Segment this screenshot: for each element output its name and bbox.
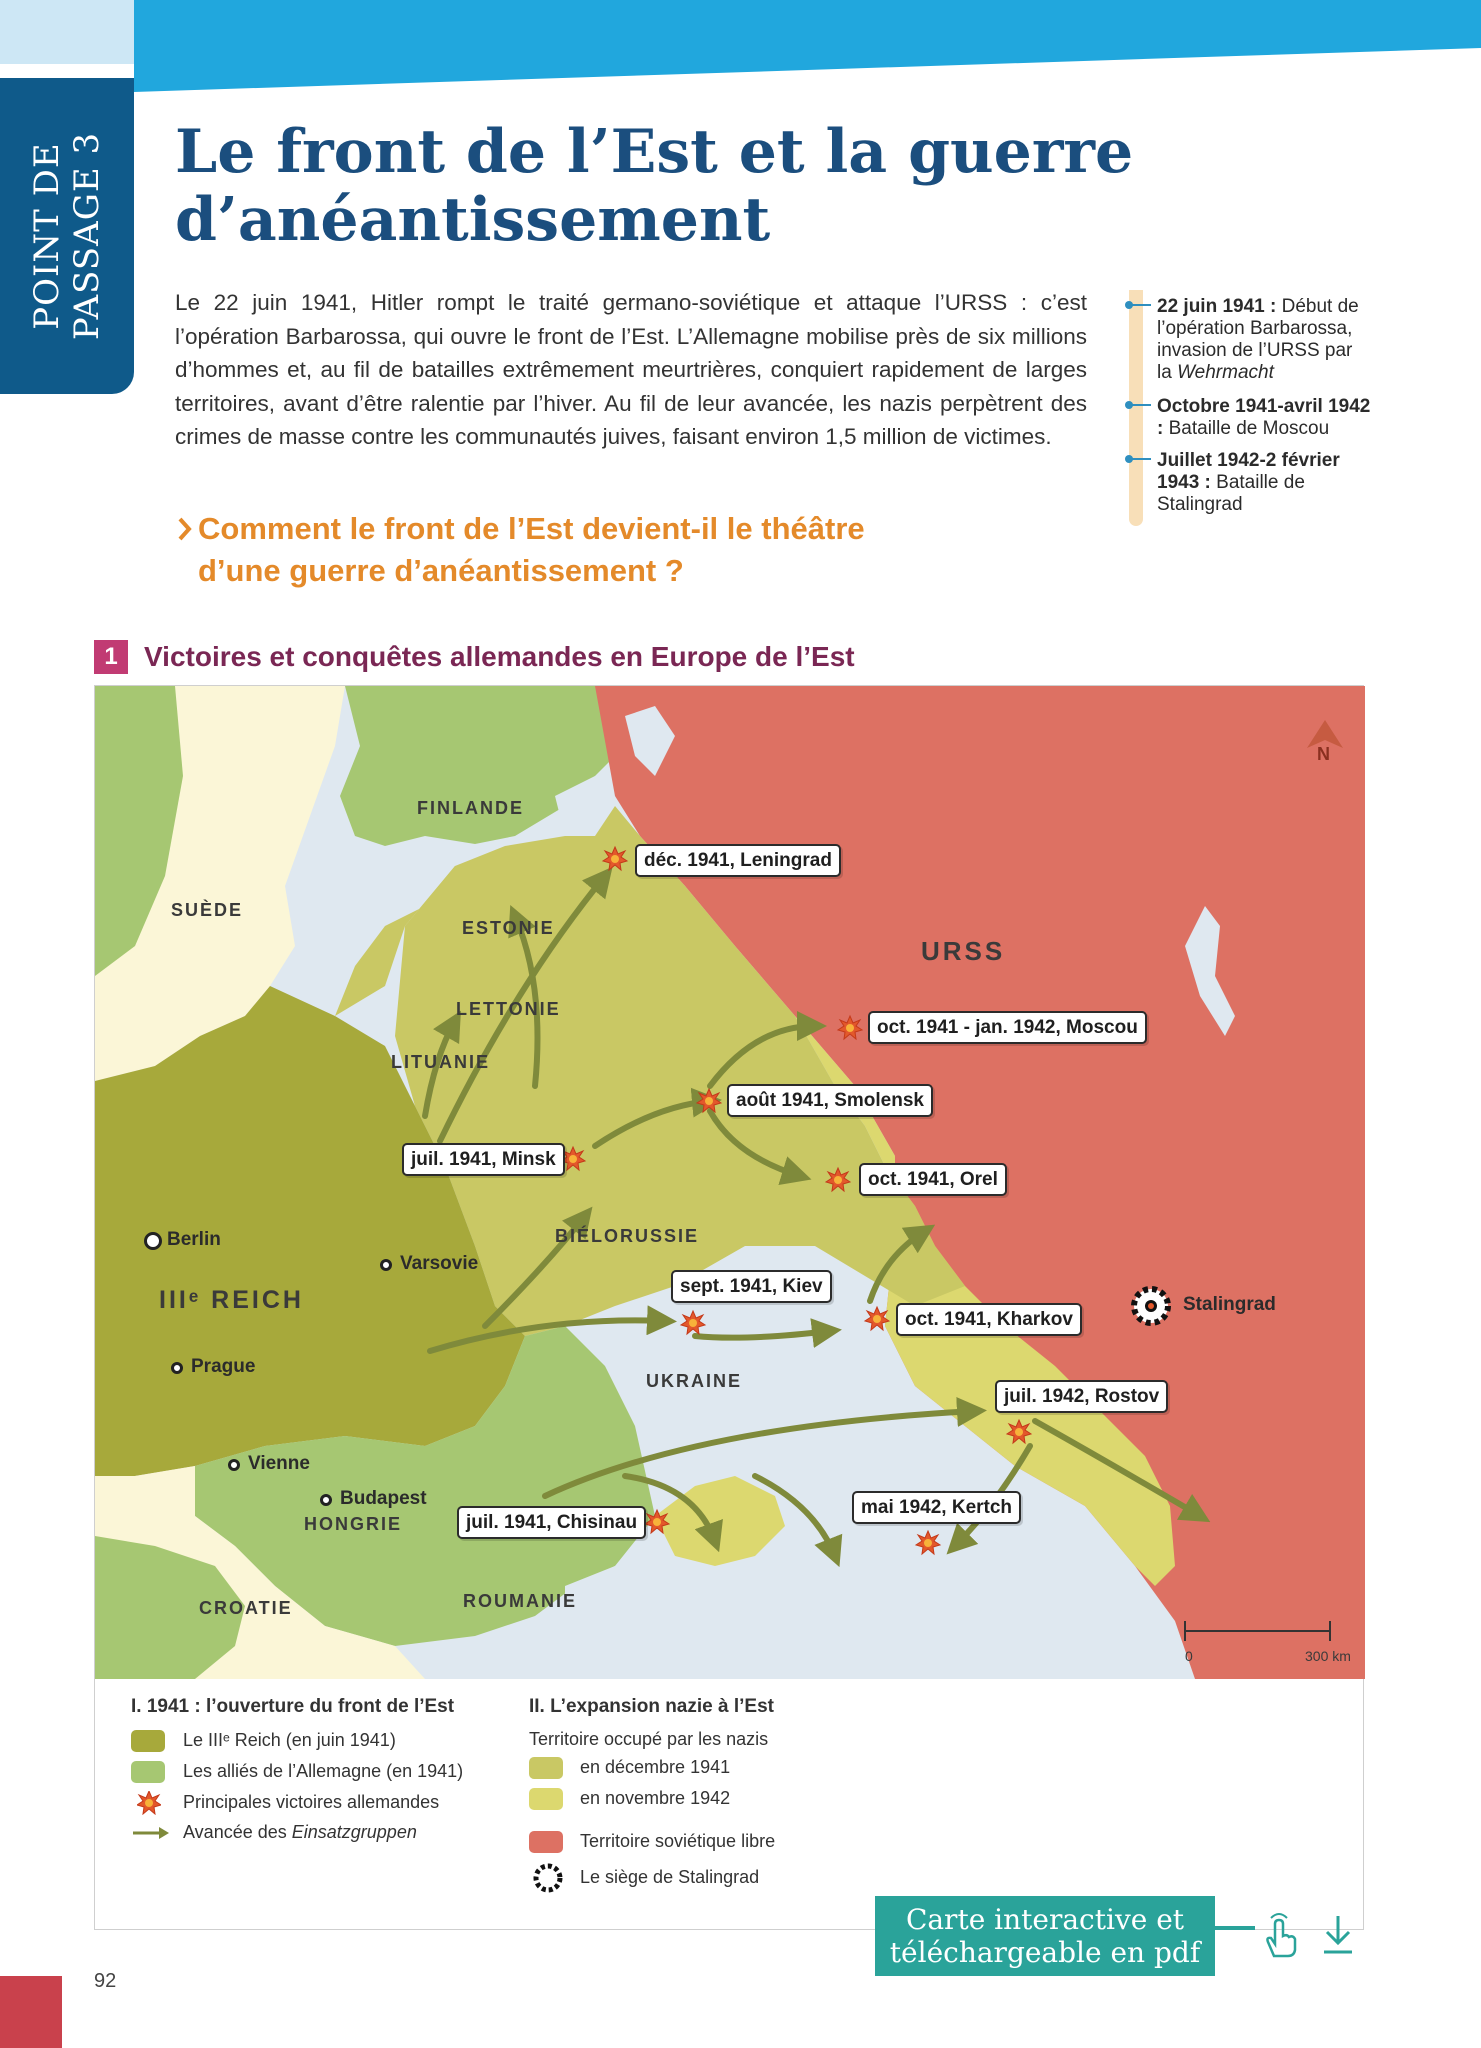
arrow-right-icon — [131, 1823, 171, 1843]
timeline-text: Début de l’opération Barbarossa, invasion de l’URSS par la — [1157, 296, 1359, 383]
legend-swatch-1942 — [529, 1788, 563, 1810]
label-lituanie: LITUANIE — [391, 1052, 490, 1072]
label-urss: URSS — [921, 936, 1006, 966]
city-marker — [228, 1459, 240, 1471]
victory-label-kertch: mai 1942, Kertch — [852, 1491, 1021, 1524]
timeline-dot — [1125, 301, 1133, 309]
legend-occupied-subtitle: Territoire occupé par les nazis — [529, 1729, 769, 1749]
timeline-date: 22 juin 1941 : — [1157, 296, 1277, 317]
timeline-item — [1157, 396, 1372, 440]
legend-dec1941: en décembre 1941 — [580, 1757, 731, 1777]
legend-allies: Les alliés de l’Allemagne (en 1941) — [183, 1761, 464, 1781]
label-hongrie: HONGRIE — [304, 1514, 403, 1534]
key-question-line2: d’une guerre d’anéantissement ? — [198, 553, 684, 588]
page-title — [175, 118, 1175, 254]
label-reich: IIIᵉ REICH — [159, 1286, 304, 1314]
timeline-emph: Wehrmacht — [1177, 362, 1274, 383]
legend-free: Territoire soviétique libre — [580, 1831, 776, 1851]
black-sea — [565, 1546, 995, 1679]
legend-advance-emph: Einsatzgruppen — [291, 1822, 417, 1842]
chevron-right-icon — [175, 508, 195, 550]
cta-connector — [1215, 1926, 1255, 1930]
label-roumanie: ROUMANIE — [463, 1591, 577, 1611]
city-marker — [171, 1362, 183, 1374]
siege-icon — [1134, 1289, 1168, 1323]
city-budapest: Budapest — [340, 1488, 427, 1509]
map-figure — [94, 685, 1364, 1930]
city-stalingrad: Stalingrad — [1183, 1294, 1276, 1315]
legend-swatch-1941 — [529, 1757, 563, 1779]
legend-siege: Le siège de Stalingrad — [580, 1867, 760, 1887]
legend-reich: Le IIIᵉ Reich (en juin 1941) — [183, 1730, 396, 1750]
legend-swatch-reich — [131, 1730, 165, 1752]
timeline-text: Bataille de Stalingrad — [1157, 472, 1305, 515]
victory-label-kiev: sept. 1941, Kiev — [671, 1270, 832, 1303]
section-tab — [0, 78, 134, 394]
document-number: 1 — [94, 640, 128, 674]
siege-icon — [531, 1861, 565, 1895]
section-tab-line1: POINT DE — [27, 142, 67, 330]
victory-label-rostov: juil. 1942, Rostov — [995, 1380, 1168, 1413]
map-canvas — [95, 686, 1365, 1679]
victory-label-smolensk: août 1941, Smolensk — [727, 1084, 933, 1117]
label-estonie: ESTONIE — [462, 918, 555, 938]
scale-zero: 0 — [1185, 1648, 1193, 1664]
legend-swatch-free — [529, 1831, 563, 1853]
legend-victories: Principales victoires allemandes — [183, 1792, 440, 1812]
city-berlin: Berlin — [167, 1229, 221, 1250]
label-ukraine: UKRAINE — [646, 1371, 743, 1391]
timeline-item — [1157, 450, 1372, 516]
legend-section1-title: I. 1941 : l’ouverture du front de l’Est — [131, 1696, 455, 1717]
page-title-line2: d’anéantissement — [175, 185, 771, 255]
scale-distance: 300 km — [1305, 1648, 1351, 1664]
corner-tab — [0, 1976, 62, 2048]
legend-nov1942: en novembre 1942 — [580, 1788, 731, 1808]
page-number: 92 — [94, 1970, 117, 1992]
label-suede: SUÈDE — [171, 900, 244, 920]
top-banner — [0, 0, 1481, 100]
timeline-date: Juillet 1942-2 février 1943 : — [1157, 450, 1340, 493]
legend-swatch-allies — [131, 1761, 165, 1783]
label-croatie: CROATIE — [199, 1598, 293, 1618]
intro-paragraph: Le 22 juin 1941, Hitler rompt le traité germano-soviétique et attaque l’URSS : c’est l’opération Barbarossa, qui ouvre le front de l’Est. L’Allemagne mobilise près de six millions d’hommes et, au fil de batailles extrêmement meurtrières, conquiert rapidement de larges territoires, avant d’être ralentie par l’hiver. Au fil de leur avancée, les nazis perpètrent des crimes de masse contre les communautés juives, faisant environ 1,5 million de victimes. — [175, 290, 1087, 449]
victory-label-minsk: juil. 1941, Minsk — [402, 1143, 565, 1176]
page-title-line1: Le front de l’Est et la guerre — [175, 117, 1134, 187]
legend-advance-text: Avancée des — [183, 1822, 292, 1842]
legend-section2-title: II. L’expansion nazie à l’Est — [529, 1696, 774, 1717]
timeline-date: Octobre 1941-avril 1942 : — [1157, 396, 1371, 439]
label-finlande: FINLANDE — [417, 798, 524, 818]
download-icon[interactable] — [1318, 1912, 1358, 1958]
victory-label-kharkov: oct. 1941, Kharkov — [896, 1303, 1082, 1336]
north-label: N — [1317, 744, 1330, 764]
legend-advance — [183, 1822, 417, 1843]
city-marker — [380, 1259, 392, 1271]
victory-label-moscou: oct. 1941 - jan. 1942, Moscou — [868, 1011, 1147, 1044]
timeline-dot — [1125, 401, 1133, 409]
city-varsovie: Varsovie — [400, 1253, 479, 1274]
touch-hand-icon[interactable] — [1258, 1912, 1302, 1960]
interactive-map-button[interactable] — [875, 1896, 1215, 1976]
victory-label-chisinau: juil. 1941, Chisinau — [457, 1506, 646, 1539]
timeline-text: Bataille de Moscou — [1168, 418, 1330, 439]
section-tab-line2: PASSAGE 3 — [67, 131, 107, 341]
label-bielorussie: BIÉLORUSSIE — [555, 1226, 700, 1246]
victory-label-leningrad: déc. 1941, Leningrad — [635, 844, 841, 877]
cta-line2: téléchargeable en pdf — [889, 1936, 1201, 1969]
city-vienne: Vienne — [248, 1453, 310, 1474]
timeline-item — [1157, 296, 1372, 384]
key-question-line1: Comment le front de l’Est devient-il le théâtre — [198, 511, 865, 546]
victory-label-orel: oct. 1941, Orel — [859, 1163, 1007, 1196]
key-question — [175, 508, 935, 592]
label-lettonie: LETTONIE — [456, 999, 561, 1019]
cta-line1: Carte interactive et — [905, 1903, 1185, 1936]
document-title: Victoires et conquêtes allemandes en Europe de l’Est — [144, 641, 855, 672]
timeline — [1127, 290, 1371, 526]
victory-icon — [137, 1791, 161, 1815]
city-marker — [320, 1494, 332, 1506]
city-prague: Prague — [191, 1356, 256, 1377]
capital-marker — [144, 1232, 162, 1250]
timeline-dot — [1125, 455, 1133, 463]
